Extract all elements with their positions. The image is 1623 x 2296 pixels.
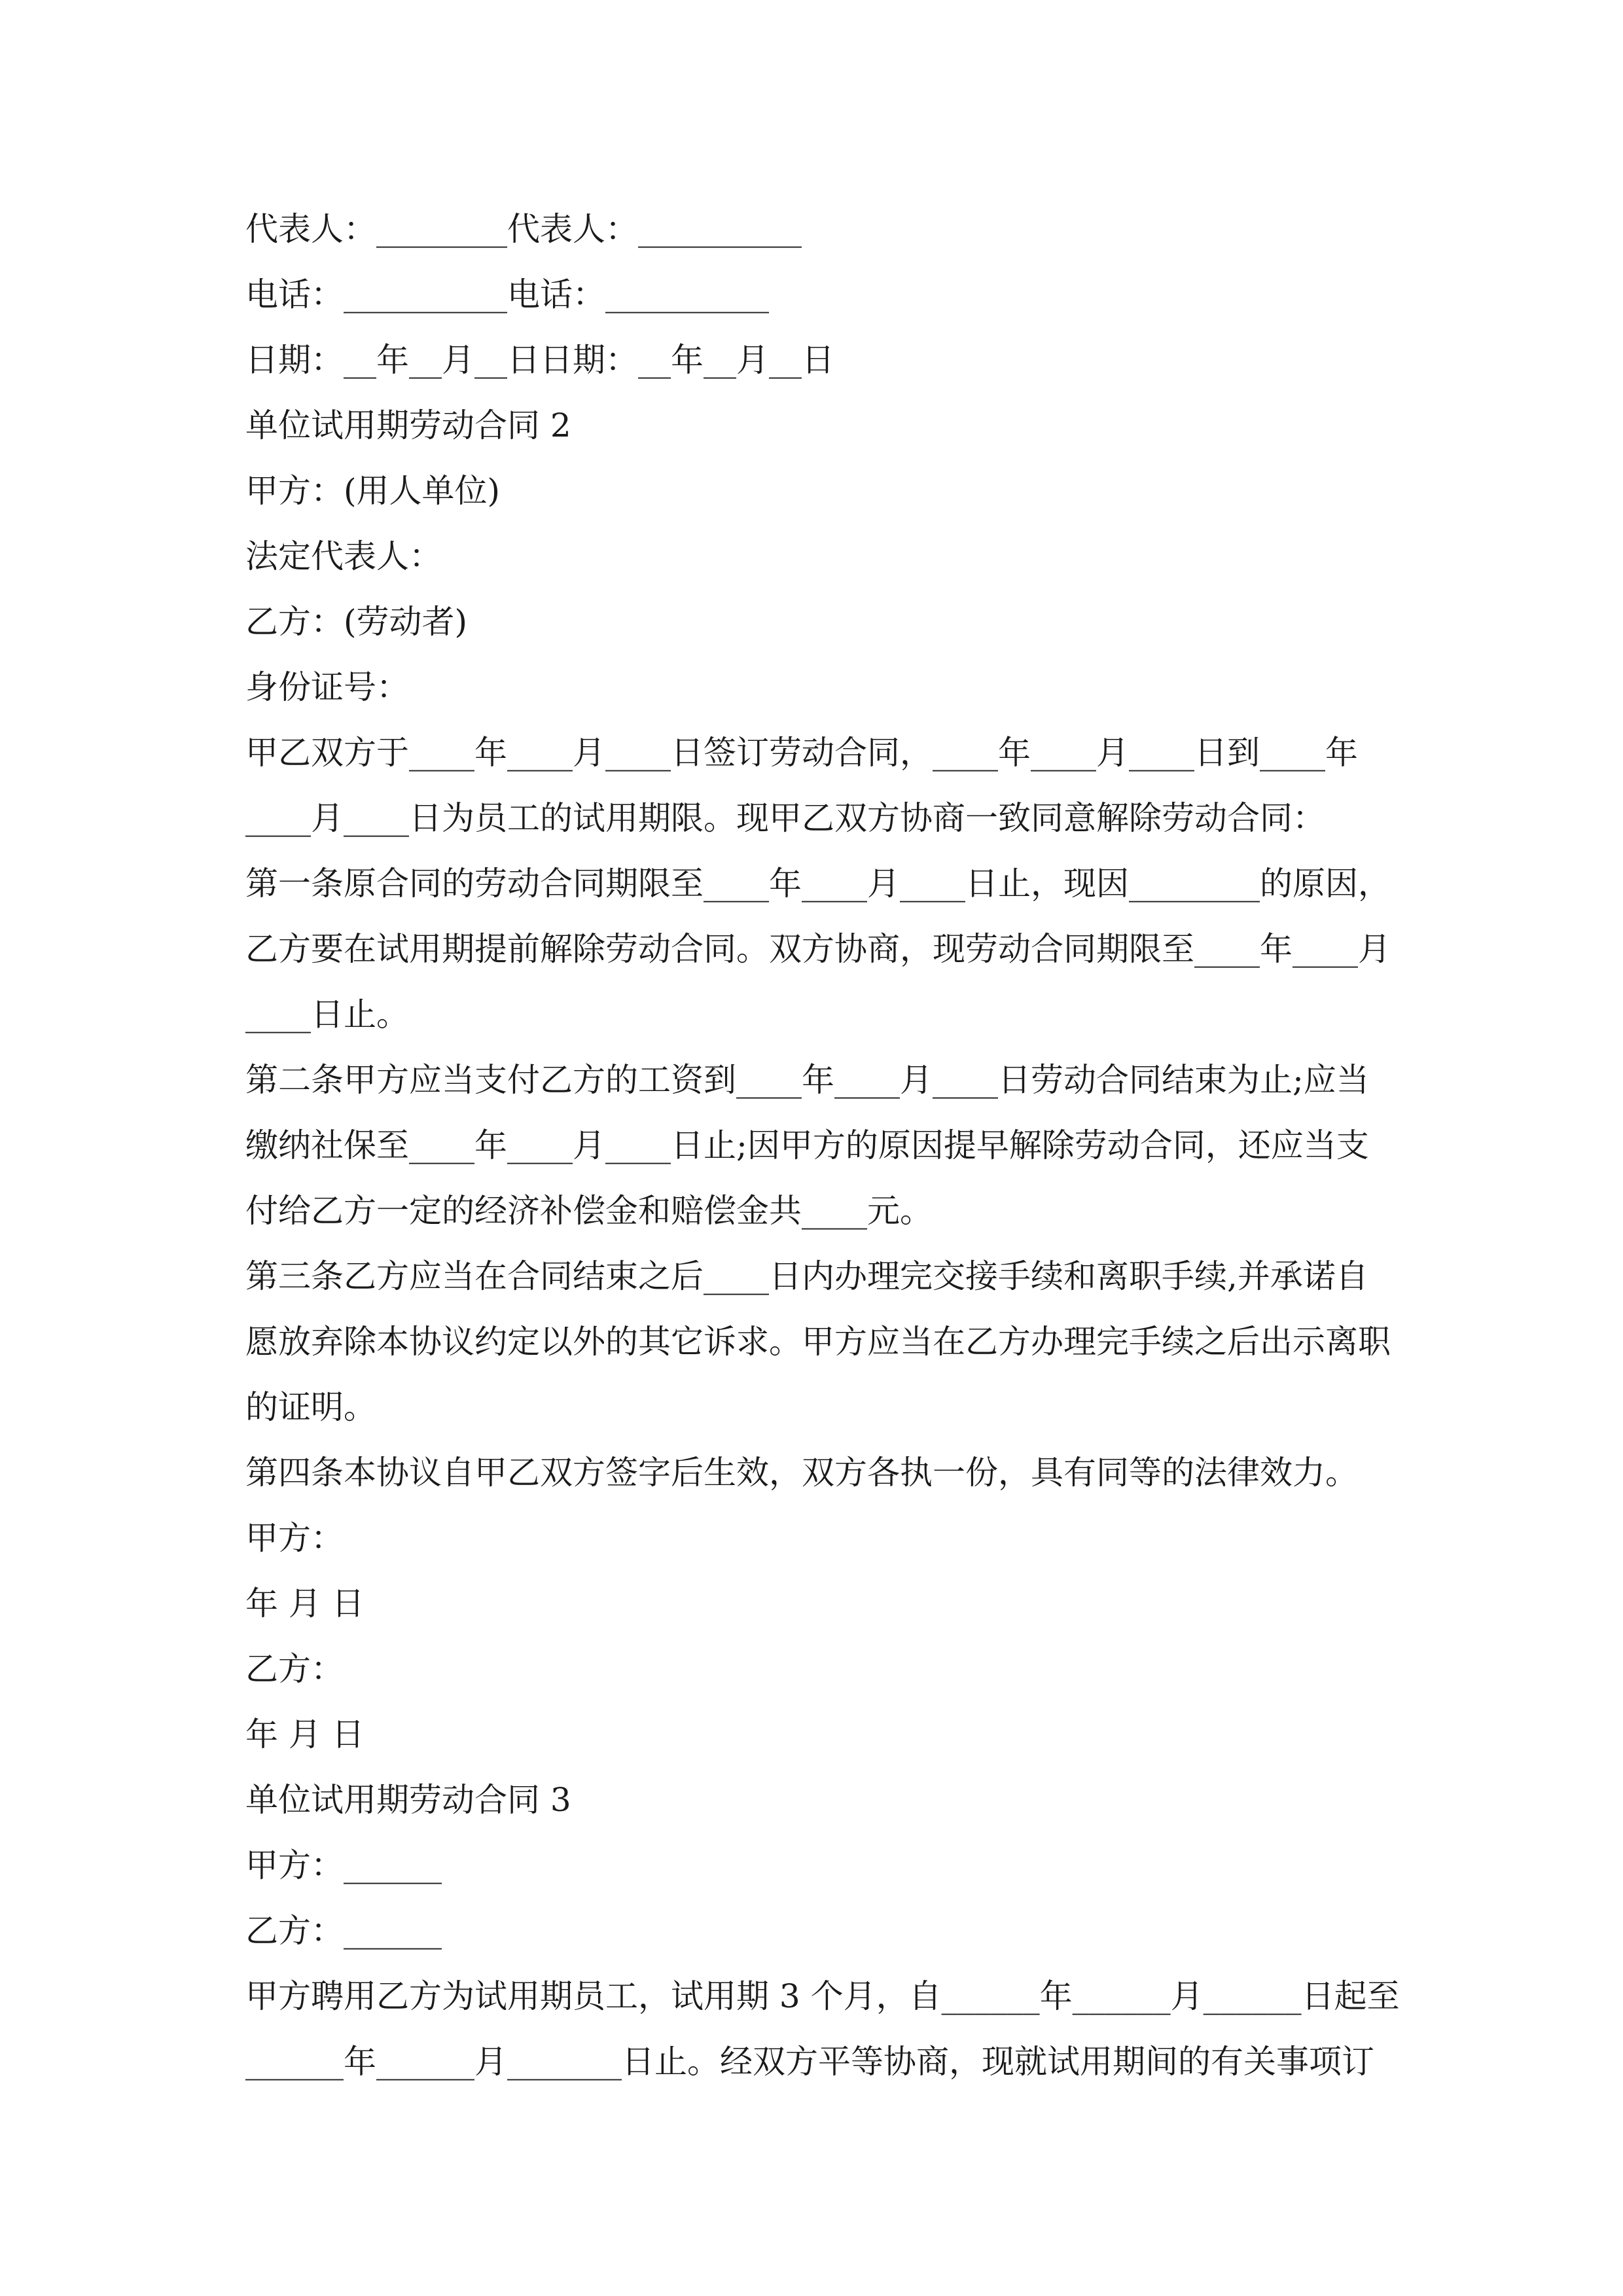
document-body bbox=[245, 196, 1400, 2094]
legal-representative-line: 法定代表人： bbox=[245, 537, 442, 575]
date-line: 日期：__年__月__日日期：__年__月__日 bbox=[245, 341, 834, 379]
representative-line: 代表人：________代表人：__________ bbox=[245, 210, 802, 248]
probation-paragraph-line: ______年______月_______日止。经双方平等协商，现就试用期间的有关事项订 bbox=[245, 2043, 1374, 2081]
party-a-line: 甲方：______ bbox=[245, 1846, 442, 1884]
article-3-line: 第三条乙方应当在合同结束之后____日内办理完交接手续和离职手续,并承诺自 bbox=[245, 1257, 1368, 1295]
article-1-line: ____日止。 bbox=[245, 996, 409, 1033]
paragraph-line: ____月____日为员工的试用期限。现甲乙双方协商一致同意解除劳动合同： bbox=[245, 799, 1325, 837]
phone-line: 电话：__________电话：__________ bbox=[245, 276, 769, 314]
section-title-contract-2: 单位试用期劳动合同 2 bbox=[245, 406, 571, 444]
signature-date-b: 年 月 日 bbox=[245, 1715, 365, 1753]
article-1-line: 乙方要在试用期提前解除劳动合同。双方协商，现劳动合同期限至____年____月 bbox=[245, 930, 1391, 968]
article-3-line: 的证明。 bbox=[245, 1388, 376, 1426]
party-a-line: 甲方：(用人单位) bbox=[245, 472, 501, 510]
article-1-line: 第一条原合同的劳动合同期限至____年____月____日止，现因________的原因， bbox=[245, 865, 1391, 903]
article-4-line: 第四条本协议自甲乙双方签字后生效，双方各执一份，具有同等的法律效力。 bbox=[245, 1454, 1358, 1492]
article-2-line: 缴纳社保至____年____月____日止;因甲方的原因提早解除劳动合同，还应当支 bbox=[245, 1126, 1369, 1164]
signature-date-a: 年 月 日 bbox=[245, 1585, 365, 1623]
paragraph-line: 甲乙双方于____年____月____日签订劳动合同，____年____月____日到____年 bbox=[245, 734, 1358, 772]
article-2-line: 付给乙方一定的经济补偿金和赔偿金共____元。 bbox=[245, 1192, 933, 1230]
signature-party-b: 乙方： bbox=[245, 1650, 344, 1688]
id-number-line: 身份证号： bbox=[245, 668, 409, 706]
party-b-line: 乙方：______ bbox=[245, 1912, 442, 1950]
article-3-line: 愿放弃除本协议约定以外的其它诉求。甲方应当在乙方办理完手续之后出示离职 bbox=[245, 1323, 1391, 1361]
article-2-line: 第二条甲方应当支付乙方的工资到____年____月____日劳动合同结束为止;应当 bbox=[245, 1061, 1369, 1099]
party-b-line: 乙方：(劳动者) bbox=[245, 603, 468, 641]
signature-party-a: 甲方： bbox=[245, 1519, 344, 1557]
section-title-contract-3: 单位试用期劳动合同 3 bbox=[245, 1781, 571, 1819]
probation-paragraph-line: 甲方聘用乙方为试用期员工，试用期 3 个月，自______年______月______日起至 bbox=[245, 1977, 1400, 2015]
